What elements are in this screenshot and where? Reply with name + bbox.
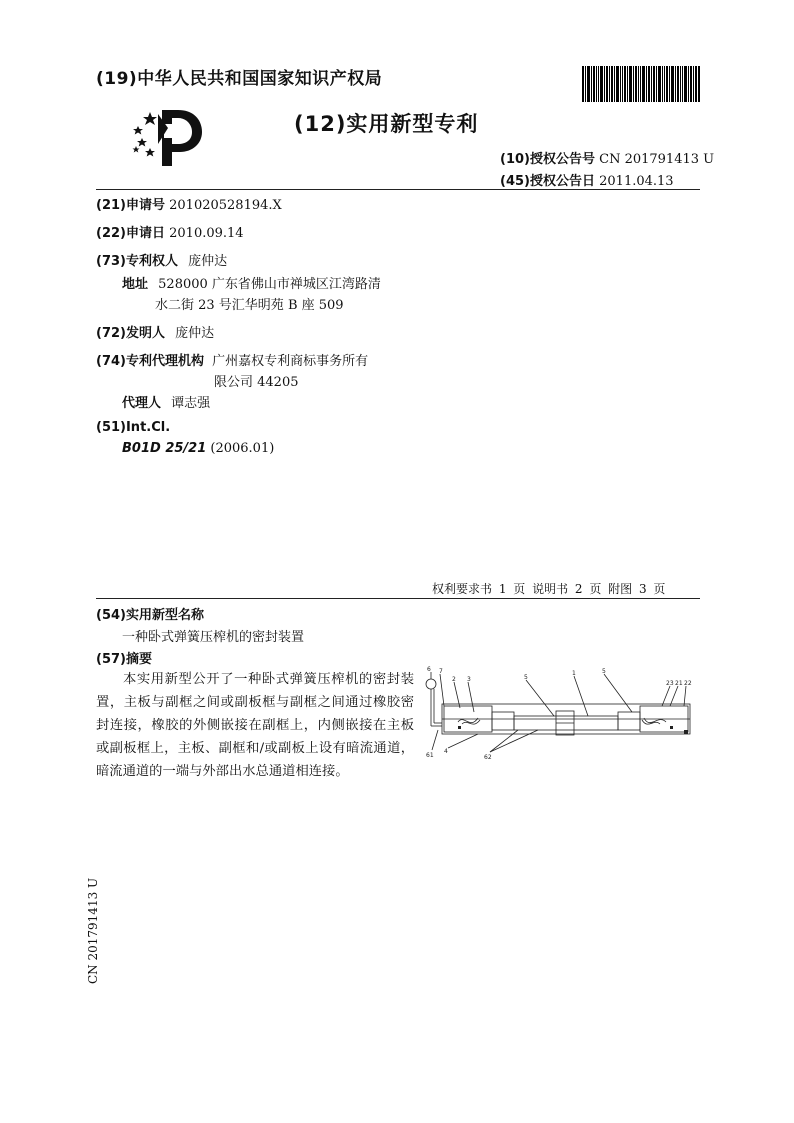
drawing-label-6: 6 [427, 666, 431, 673]
publication-number-label: (10)授权公告号 [500, 152, 595, 167]
application-date-label: (22)申请日 [96, 226, 165, 241]
application-date-row [96, 222, 244, 241]
application-date: 2010.09.14 [169, 226, 244, 241]
inventor-row [96, 322, 214, 341]
sipo-logo [128, 104, 206, 168]
abstract-section-label: (57)摘要 [96, 652, 152, 667]
address-row [122, 273, 381, 292]
agency-line-2: 限公司 44205 [214, 375, 299, 390]
agency-row [96, 350, 368, 369]
agent-row [122, 392, 210, 411]
application-number-label: (21)申请号 [96, 198, 165, 213]
inventor-label: (72)发明人 [96, 326, 165, 341]
drawing-label-5b: 5 [602, 668, 606, 675]
drawing-label-2: 2 [452, 676, 456, 683]
drawing-label-3: 3 [467, 676, 471, 683]
side-publication-code: CN 201791413 U [86, 877, 100, 984]
title-section-label: (54)实用新型名称 [96, 608, 204, 623]
publication-number: CN 201791413 U [599, 152, 715, 167]
address-line-2: 水二街 23 号汇华明苑 B 座 509 [155, 298, 344, 313]
header-divider [96, 189, 700, 190]
ipc-class-row [122, 441, 274, 456]
patentee: 庞仲达 [188, 254, 228, 269]
agent: 谭志强 [171, 396, 211, 411]
publication-date-label: (45)授权公告日 [500, 174, 595, 189]
sealing-device-drawing [418, 664, 700, 764]
drawing-label-23: 23 [666, 680, 674, 687]
agency-line-1: 广州嘉权专利商标事务所有 [212, 354, 369, 369]
section-divider [96, 598, 700, 599]
patentee-row [96, 250, 227, 269]
ipc-version: (2006.01) [210, 441, 275, 456]
utility-model-title: 一种卧式弹簧压榨机的密封装置 [122, 630, 305, 645]
abstract-label-row [96, 648, 152, 667]
ipc-code: B01D 25/21 [122, 441, 207, 456]
publication-date-row [500, 170, 674, 189]
publication-date: 2011.04.13 [599, 174, 674, 189]
abstract-text: 本实用新型公开了一种卧式弹簧压榨机的密封装置，主板与副框之间或副板框与副框之间通过橡胶密封连接，橡胶的外侧嵌接在副框上，内侧嵌接在主板或副板框上，主板、副框和/或副板上设有暗流通道，暗流通道的一端与外部出水总通道相连接。 [96, 672, 414, 779]
ipc-row [96, 420, 170, 435]
inventor: 庞仲达 [175, 326, 215, 341]
drawing-label-62: 62 [484, 754, 492, 761]
agency-label: (74)专利代理机构 [96, 354, 204, 369]
patentee-label: (73)专利权人 [96, 254, 178, 269]
publication-number-row [500, 148, 714, 167]
address-line-1: 528000 广东省佛山市禅城区江湾路清 [158, 277, 381, 292]
drawing-label-21: 21 [675, 680, 683, 687]
ipc-label: (51)Int.Cl. [96, 420, 171, 435]
drawing-label-5: 5 [524, 674, 528, 681]
application-number-row [96, 194, 282, 213]
drawing-label-4: 4 [444, 748, 448, 755]
document-type: (12)实用新型专利 [294, 112, 479, 136]
page-counts: 权利要求书 1 页 说明书 2 页 附图 3 页 [432, 582, 666, 596]
drawing-label-7: 7 [439, 668, 443, 675]
barcode-image [582, 66, 700, 102]
drawing-label-61: 61 [426, 752, 434, 759]
title-label [96, 604, 204, 623]
office-name: (19)中华人民共和国国家知识产权局 [96, 69, 383, 89]
drawing-label-22: 22 [684, 680, 692, 687]
drawing-label-1: 1 [572, 670, 576, 677]
agent-label: 代理人 [122, 396, 162, 411]
address-label: 地址 [122, 277, 149, 292]
application-number: 201020528194.X [169, 198, 282, 213]
